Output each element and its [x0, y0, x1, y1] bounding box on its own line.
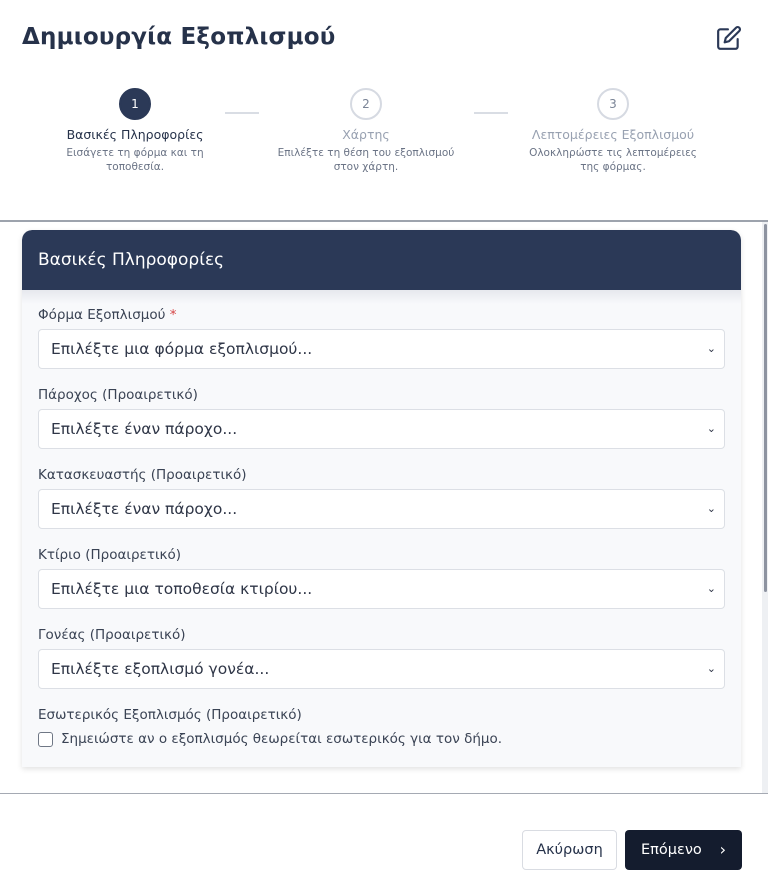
step-label: Βασικές Πληροφορίες — [66, 127, 204, 142]
step-description: Επιλέξτε τη θέση του εξοπλισμού στον χάρτη. — [277, 147, 455, 173]
step-number: 3 — [597, 88, 629, 120]
step-label: Χάρτης — [342, 127, 390, 142]
checkbox-label: Σημειώστε αν ο εξοπλισμός θεωρείται εσωτερικός για τον δήμο. — [61, 731, 503, 747]
step-description: Εισάγετε τη φόρμα και τη τοποθεσία. — [66, 147, 204, 173]
step-number: 2 — [350, 88, 382, 120]
footer-divider — [0, 793, 768, 794]
field-provider — [38, 387, 725, 449]
step-label: Λεπτομέρειες Εξοπλισμού — [531, 127, 695, 142]
step-equipment-details[interactable] — [523, 88, 703, 174]
field-parent — [38, 627, 725, 689]
select-value: Επιλέξτε έναν πάροχο... — [51, 500, 238, 518]
required-mark: * — [169, 307, 177, 323]
next-button-label: Επόμενο — [641, 842, 702, 858]
field-label: Πάροχος (Προαιρετικό) — [38, 387, 198, 403]
field-manufacturer — [38, 467, 725, 529]
card-title: Βασικές Πληροφορίες — [22, 230, 741, 290]
field-equipment-form — [38, 307, 725, 369]
header-divider — [0, 220, 768, 222]
scrollbar-thumb[interactable] — [764, 224, 767, 592]
chevron-down-icon: ⌄ — [706, 662, 716, 675]
page-title: Δημιουργία Εξοπλισμού — [22, 24, 336, 50]
parent-select[interactable] — [38, 649, 725, 689]
basic-info-card — [22, 230, 741, 767]
step-basic-info[interactable] — [60, 88, 210, 174]
select-value: Επιλέξτε εξοπλισμό γονέα... — [51, 660, 270, 678]
step-description: Ολοκληρώστε τις λεπτομέρειες της φόρμας. — [529, 147, 697, 173]
chevron-right-icon: › — [719, 840, 726, 859]
select-value: Επιλέξτε μια τοποθεσία κτιρίου... — [51, 580, 313, 598]
field-label: Εσωτερικός Εξοπλισμός (Προαιρετικό) — [38, 707, 302, 723]
field-label: Κτίριο (Προαιρετικό) — [38, 547, 181, 563]
field-label: Γονέας (Προαιρετικό) — [38, 627, 186, 643]
field-internal-equipment — [38, 707, 725, 747]
chevron-down-icon: ⌄ — [706, 422, 716, 435]
equipment-form-select[interactable] — [38, 329, 725, 369]
select-value: Επιλέξτε έναν πάροχο... — [51, 420, 238, 438]
building-select[interactable] — [38, 569, 725, 609]
chevron-down-icon: ⌄ — [706, 502, 716, 515]
step-map[interactable] — [271, 88, 461, 174]
manufacturer-select[interactable] — [38, 489, 725, 529]
field-label: Φόρμα Εξοπλισμού — [38, 307, 166, 323]
internal-equipment-checkbox[interactable] — [38, 732, 53, 747]
chevron-down-icon: ⌄ — [706, 582, 716, 595]
field-building — [38, 547, 725, 609]
edit-icon[interactable] — [716, 25, 744, 53]
chevron-down-icon: ⌄ — [706, 342, 716, 355]
field-label: Κατασκευαστής (Προαιρετικό) — [38, 467, 247, 483]
step-connector — [225, 112, 259, 114]
next-button[interactable] — [625, 830, 742, 870]
select-value: Επιλέξτε μια φόρμα εξοπλισμού... — [51, 340, 313, 358]
provider-select[interactable] — [38, 409, 725, 449]
step-connector — [474, 112, 508, 114]
cancel-button[interactable]: Ακύρωση — [522, 830, 617, 870]
step-number: 1 — [119, 88, 151, 120]
modal-header — [0, 0, 768, 222]
